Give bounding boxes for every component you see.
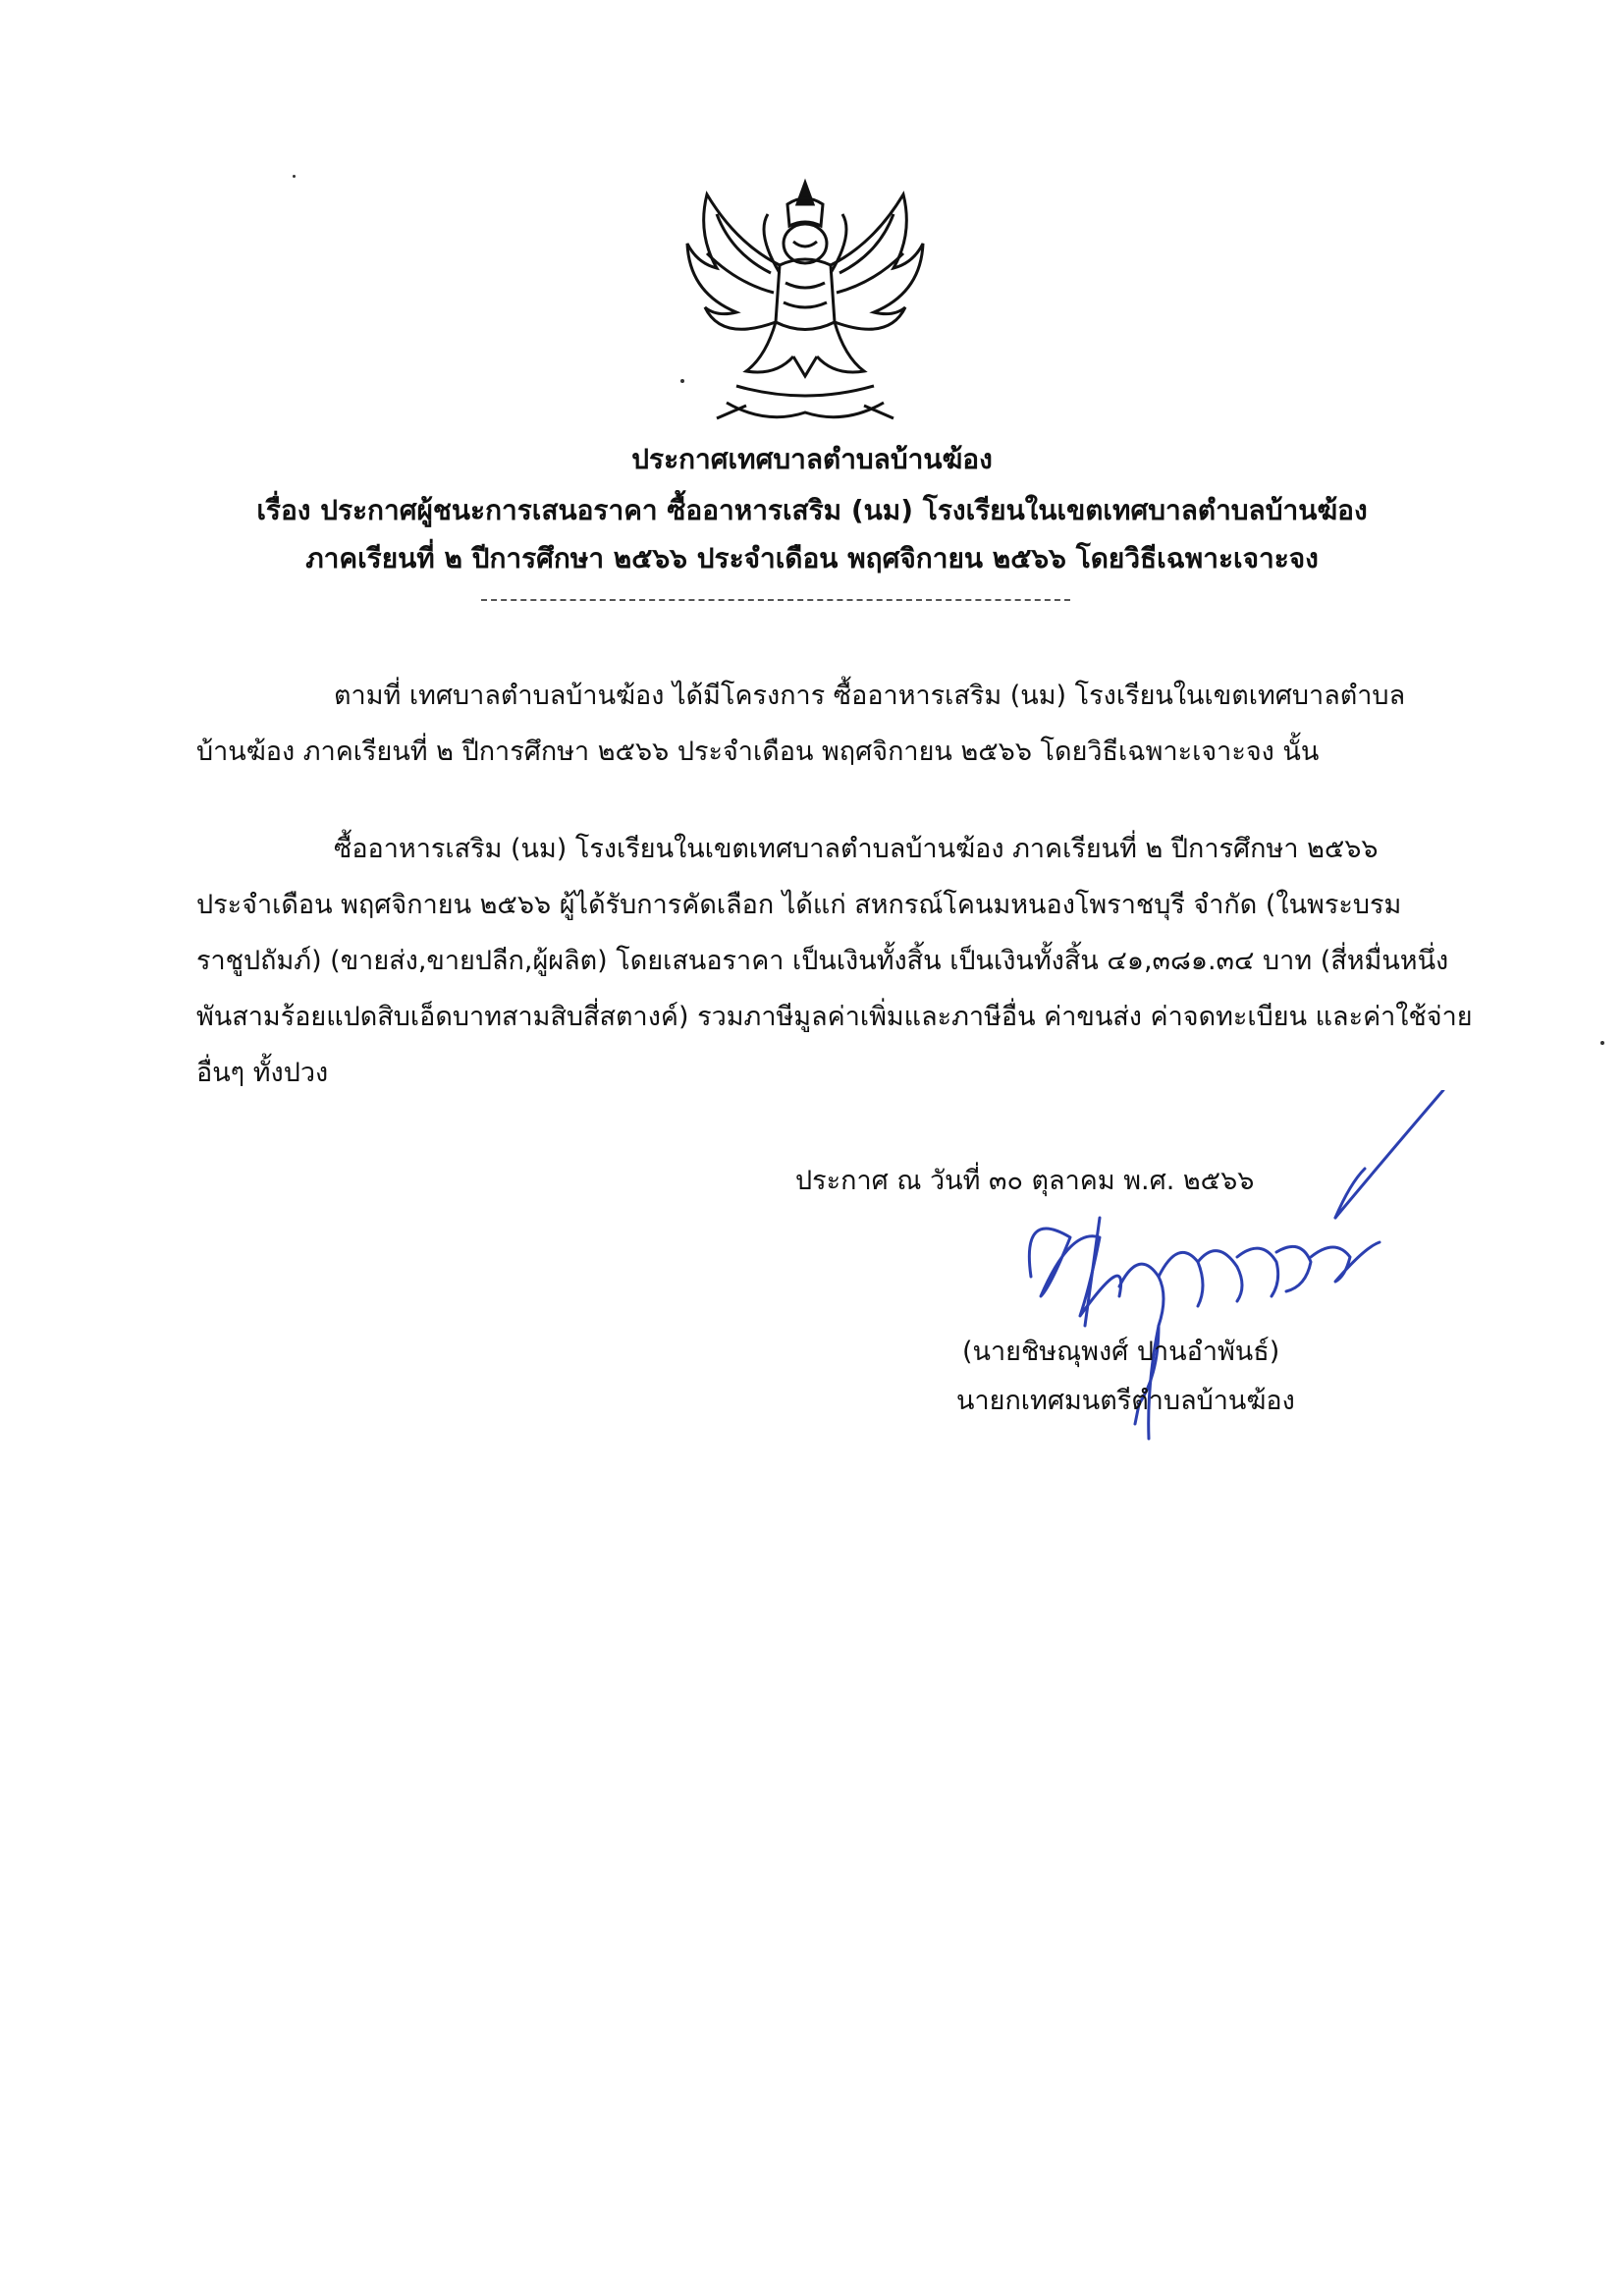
paragraph-line: พันสามร้อยแปดสิบเอ็ดบาทสามสิบสี่สตางค์) รวมภาษีมูลค่าเพิ่มและภาษีอื่น ค่าขนส่ง ค่าจดทะเบียน และค่าใช้จ่าย [196, 1002, 1473, 1032]
paragraph-line: ประจำเดือน พฤศจิกายน ๒๕๖๖ ผู้ได้รับการคัดเลือก ได้แก่ สหกรณ์โคนมหนองโพราชบุรี จำกัด (ในพระบรม [196, 890, 1402, 920]
paragraph-line: ราชูปถัมภ์) (ขายส่ง,ขายปลีก,ผู้ผลิต) โดยเสนอราคา เป็นเงินทั้งสิ้น เป็นเงินทั้งสิ้น ๔๑,๓๘๑.๓๔ บาท (สี่หมื่นหนึ่ง [196, 946, 1449, 976]
paragraph-line: อื่นๆ ทั้งปวง [196, 1058, 329, 1088]
scan-speck [293, 175, 296, 178]
announcement-title: ประกาศเทศบาลตำบลบ้านฆ้อง [631, 443, 993, 475]
scan-speck [1600, 1041, 1604, 1045]
announcement-subject-detail: ภาคเรียนที่ ๒ ปีการศึกษา ๒๕๖๖ ประจำเดือน พฤศจิกายน ๒๕๖๖ โดยวิธีเฉพาะเจาะจง [305, 542, 1319, 574]
paragraph-line: ตามที่ เทศบาลตำบลบ้านฆ้อง ได้มีโครงการ ซื้ออาหารเสริม (นม) โรงเรียนในเขตเทศบาลตำบล [334, 681, 1406, 711]
garuda-emblem-icon [677, 175, 933, 432]
scan-speck [680, 379, 684, 383]
signatory-position: นายกเทศมนตรีตำบลบ้านฆ้อง [956, 1386, 1295, 1416]
signatory-name: (นายชิษณุพงศ์ ปานอำพันธ์) [962, 1337, 1280, 1367]
paragraph-reference [196, 668, 1434, 780]
announcement-date: ประกาศ ณ วันที่ ๓๐ ตุลาคม พ.ศ. ๒๕๖๖ [795, 1166, 1255, 1196]
paragraph-winner [196, 821, 1473, 1101]
title-divider [481, 599, 1070, 601]
paragraph-line: ซื้ออาหารเสริม (นม) โรงเรียนในเขตเทศบาลตำบลบ้านฆ้อง ภาคเรียนที่ ๒ ปีการศึกษา ๒๕๖๖ [334, 834, 1379, 864]
paragraph-line: บ้านฆ้อง ภาคเรียนที่ ๒ ปีการศึกษา ๒๕๖๖ ประจำเดือน พฤศจิกายน ๒๕๖๖ โดยวิธีเฉพาะเจาะจง นั้น [196, 737, 1320, 767]
announcement-subject: เรื่อง ประกาศผู้ชนะการเสนอราคา ซื้ออาหารเสริม (นม) โรงเรียนในเขตเทศบาลตำบลบ้านฆ้อง [256, 494, 1368, 526]
